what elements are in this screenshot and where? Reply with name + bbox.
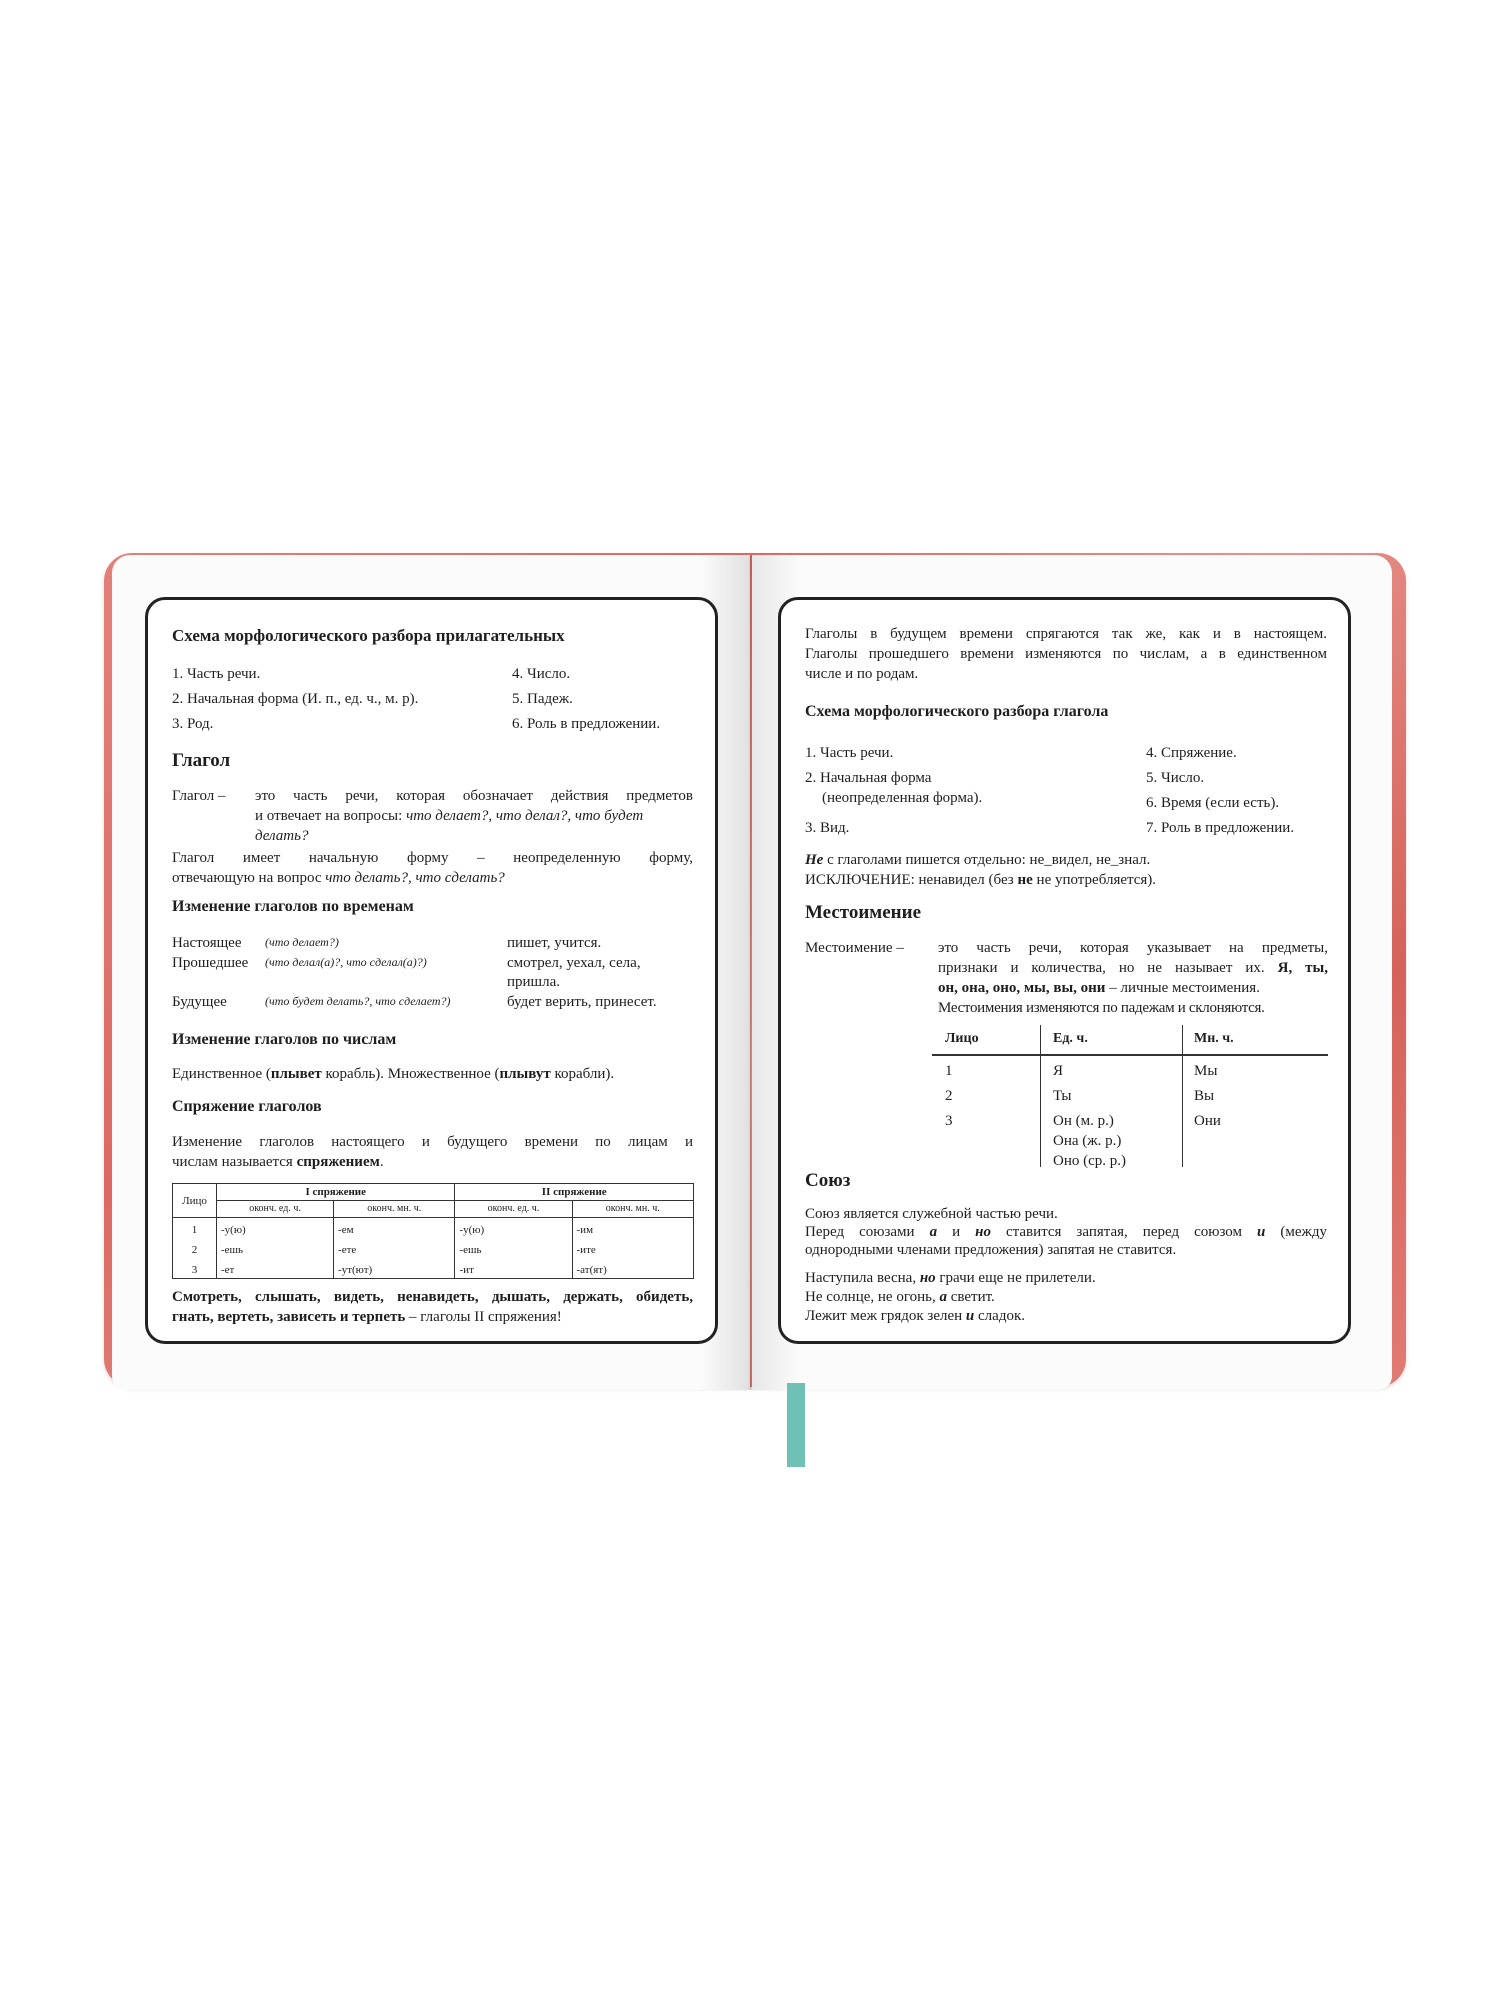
conj-def-line-2: числам называется спряжением.: [172, 1154, 384, 1170]
table-row: 3 -ет -ут(ют) -ит -ат(ят): [173, 1258, 694, 1279]
pronoun-def-line-3: он, она, оно, мы, вы, они – личные местоимения.: [938, 980, 1260, 996]
tense-future-question: (что будет делать?, что сделает?): [265, 994, 451, 1008]
pron-header-sg: Ед. ч.: [1053, 1031, 1088, 1046]
conj-header-group-1: I спряжение: [217, 1184, 455, 1201]
union-section-title: Союз: [805, 1170, 851, 1191]
tense-past-example: смотрел, уехал, села,: [507, 955, 641, 971]
verb-def-term: Глагол –: [172, 788, 226, 804]
verb-init-line-1: Глагол имеет начальную форму – неопределенную форму,: [172, 850, 693, 866]
verb-item-3: 3. Вид.: [805, 820, 850, 836]
pron-col-divider-1: [1040, 1025, 1041, 1167]
verb-item-4: 4. Спряжение.: [1146, 745, 1237, 761]
exception-verbs-line-1: Смотреть, слышать, видеть, ненавидеть, дышать, держать, обидеть,: [172, 1289, 693, 1305]
pronoun-def-line-1: это часть речи, которая указывает на предметы,: [938, 940, 1328, 956]
adj-item-1: 1. Часть речи.: [172, 666, 261, 682]
verb-init-line-2: отвечающую на вопрос что делать?, что сделать?: [172, 870, 505, 886]
pron-person-2: 2: [945, 1088, 953, 1104]
tense-present-example: пишет, учится.: [507, 935, 602, 951]
future-tense-line-2: Глаголы прошедшего времени изменяются по числам, а в единственном: [805, 646, 1327, 662]
table-row: 1 -у(ю) -ем -у(ю) -им: [173, 1218, 694, 1239]
verb-item-2: 2. Начальная форма: [805, 770, 932, 786]
conj-header-group-2: II спряжение: [455, 1184, 694, 1201]
number-change-title: Изменение глаголов по числам: [172, 1031, 397, 1048]
pron-pl-3: Они: [1194, 1113, 1221, 1129]
pron-sg-3m: Он (м. р.): [1053, 1113, 1114, 1129]
conj-sub-sg-2: оконч. ед. ч.: [455, 1201, 572, 1218]
pron-sg-3f: Она (ж. р.): [1053, 1133, 1122, 1149]
verb-item-7: 7. Роль в предложении.: [1146, 820, 1295, 836]
tense-past-example-cont: пришла.: [507, 974, 560, 990]
verb-item-5: 5. Число.: [1146, 770, 1205, 786]
bookmark-ribbon: [787, 1383, 805, 1467]
adj-item-3: 3. Род.: [172, 716, 214, 732]
conj-sub-sg-1: оконч. ед. ч.: [217, 1201, 334, 1218]
future-tense-line-1: Глаголы в будущем времени спрягаются так же, как и в настоящем.: [805, 626, 1327, 642]
adjective-scheme-title: Схема морфологического разбора прилагательных: [172, 626, 565, 645]
verb-scheme-title: Схема морфологического разбора глагола: [805, 703, 1109, 720]
union-example-1: Наступила весна, но грачи еще не прилетели.: [805, 1270, 1096, 1286]
verb-item-2-cont: (неопределенная форма).: [822, 790, 983, 806]
pron-col-divider-2: [1182, 1025, 1183, 1167]
pron-header-rule: [932, 1054, 1328, 1056]
union-line-2: Перед союзами а и но ставится запятая, перед союзом и (между: [805, 1224, 1327, 1240]
ne-rule: Не с глаголами пишется отдельно: не_видел, не_знал.: [805, 852, 1151, 868]
pron-pl-1: Мы: [1194, 1063, 1218, 1079]
future-tense-line-3: числе и по родам.: [805, 666, 919, 682]
tense-change-title: Изменение глаголов по временам: [172, 898, 414, 915]
pron-sg-3n: Оно (ср. р.): [1053, 1153, 1127, 1169]
exception-verbs-line-2: гнать, вертеть, зависеть и терпеть – глаголы II спряжения!: [172, 1309, 562, 1325]
tense-future-name: Будущее: [172, 994, 227, 1010]
pronoun-section-title: Местоимение: [805, 902, 922, 923]
pron-person-1: 1: [945, 1063, 953, 1079]
tense-past-question: (что делал(а)?, что сделал(а)?): [265, 955, 427, 969]
pronoun-def-term: Местоимение –: [805, 940, 904, 956]
pron-person-3: 3: [945, 1113, 953, 1129]
tense-future-example: будет верить, принесет.: [507, 994, 657, 1010]
conj-sub-pl-1: оконч. мн. ч.: [334, 1201, 455, 1218]
verb-def-line-2: и отвечает на вопросы: что делает?, что делал?, что будет: [255, 808, 644, 824]
verb-def-line-3: делать?: [255, 828, 309, 844]
union-example-3: Лежит меж грядок зелен и сладок.: [805, 1308, 1025, 1324]
verb-item-6: 6. Время (если есть).: [1146, 795, 1280, 811]
adj-item-6: 6. Роль в предложении.: [512, 716, 661, 732]
conj-def-line-1: Изменение глаголов настоящего и будущего времени по лицам и: [172, 1134, 693, 1150]
adj-item-5: 5. Падеж.: [512, 691, 573, 707]
verb-def-line-1: это часть речи, которая обозначает действия предметов: [255, 788, 693, 804]
adj-item-4: 4. Число.: [512, 666, 571, 682]
conj-header-person: Лицо: [173, 1184, 217, 1218]
conjugation-title: Спряжение глаголов: [172, 1098, 322, 1115]
verb-item-1: 1. Часть речи.: [805, 745, 894, 761]
ne-exception: ИСКЛЮЧЕНИЕ: ненавидел (без не не употребляется).: [805, 872, 1157, 888]
pronoun-def-line-4: Местоимения изменяются по падежам и склоняются.: [938, 1000, 1265, 1016]
union-line-1: Союз является служебной частью речи.: [805, 1206, 1058, 1222]
pronoun-def-line-2: признаки и количества, но не называет их. Я, ты,: [938, 960, 1328, 976]
union-example-2: Не солнце, не огонь, а светит.: [805, 1289, 995, 1305]
pron-sg-1: Я: [1053, 1063, 1064, 1079]
pron-header-pl: Мн. ч.: [1194, 1031, 1234, 1046]
tense-present-question: (что делает?): [265, 935, 339, 949]
number-change-example: Единственное (плывет корабль). Множественное (плывут корабли).: [172, 1066, 615, 1082]
pron-pl-2: Вы: [1194, 1088, 1215, 1104]
pron-header-person: Лицо: [945, 1031, 979, 1046]
verb-section-title: Глагол: [172, 750, 231, 771]
pron-sg-2: Ты: [1053, 1088, 1072, 1104]
conj-sub-pl-2: оконч. мн. ч.: [572, 1201, 693, 1218]
union-line-3: однородными членами предложения) запятая не ставится.: [805, 1242, 1177, 1258]
adj-item-2: 2. Начальная форма (И. п., ед. ч., м. р).: [172, 691, 419, 707]
tense-present-name: Настоящее: [172, 935, 242, 951]
conjugation-table: [172, 1183, 694, 1279]
tense-past-name: Прошедшее: [172, 955, 249, 971]
table-row: 2 -ешь -ете -ешь -ите: [173, 1238, 694, 1258]
